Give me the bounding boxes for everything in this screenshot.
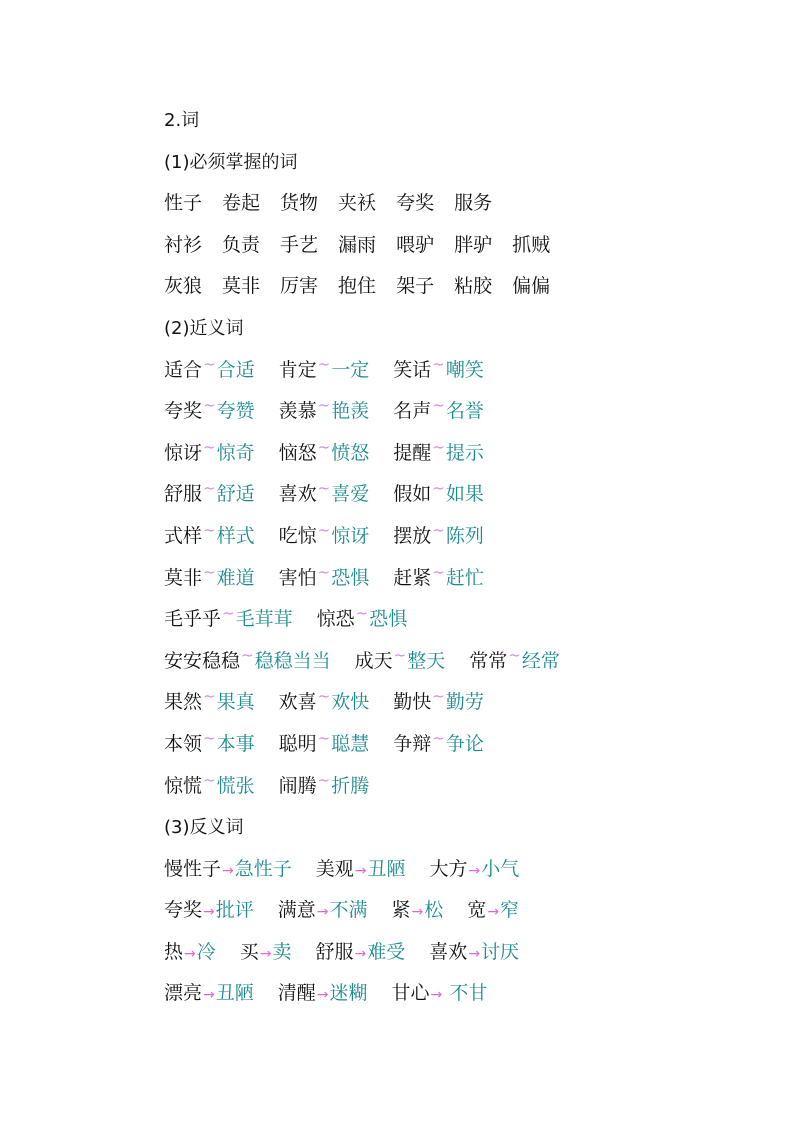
- word-item: 夸奖: [396, 192, 435, 215]
- word-answer: 样式: [216, 524, 255, 547]
- tilde-mark: ~: [432, 520, 445, 539]
- word-answer: 丑陋: [215, 982, 254, 1005]
- word-term: 甘心: [391, 982, 430, 1005]
- word-term: 慢性子: [164, 857, 222, 880]
- tilde-mark: ~: [317, 354, 331, 373]
- tilde-mark: ~: [432, 396, 445, 415]
- word-term: 夸奖: [164, 400, 203, 423]
- must-master-list: [164, 183, 764, 308]
- synonym-row: [164, 433, 764, 475]
- word-answer: 勤劳: [445, 691, 484, 714]
- word-answer: 慌张: [216, 774, 255, 797]
- word-term: 美观: [315, 857, 354, 880]
- tilde-mark: ~: [203, 479, 216, 498]
- arrow-icon: →: [354, 945, 367, 962]
- word-item: 卷起: [222, 192, 261, 215]
- word-term: 式样: [164, 524, 203, 547]
- arrow-icon: →: [468, 862, 481, 879]
- word-item: 粘胶: [454, 275, 493, 298]
- word-answer: 窄: [500, 899, 520, 922]
- word-answer: 如果: [445, 483, 484, 506]
- word-item: 衬衫: [164, 233, 203, 256]
- word-item: 漏雨: [338, 233, 377, 256]
- tilde-mark: ~: [432, 562, 445, 581]
- antonym-pair: [278, 973, 368, 1017]
- word-answer: 迷糊: [329, 982, 368, 1005]
- synonym-pair: [393, 516, 484, 559]
- word-term: 喜欢: [278, 483, 317, 506]
- word-item: 厉害: [280, 275, 319, 298]
- word-item: 负责: [222, 233, 261, 256]
- word-answer: 经常: [521, 649, 560, 672]
- word-item: 抱住: [338, 275, 377, 298]
- antonym-pair: [164, 890, 254, 934]
- tilde-mark: ~: [432, 437, 445, 456]
- word-term: 紧: [391, 899, 411, 922]
- synonym-pair: [164, 766, 255, 809]
- word-answer: 恐惧: [331, 566, 370, 589]
- tilde-mark: ~: [203, 354, 216, 373]
- synonym-pair: [164, 641, 331, 684]
- antonym-pair: [278, 890, 368, 934]
- word-answer: 不甘: [443, 982, 488, 1005]
- synonyms-heading: (2)近义词: [164, 317, 244, 339]
- synonym-pair: [164, 682, 255, 725]
- synonym-pair: [164, 724, 255, 767]
- arrow-icon: →: [203, 987, 215, 1004]
- word-term: 大方: [429, 857, 468, 880]
- antonym-pair: [392, 890, 444, 934]
- tilde-mark: ~: [317, 479, 331, 498]
- word-answer: 惊讶: [331, 524, 370, 547]
- tilde-mark: ~: [317, 728, 331, 747]
- word-answer: 一定: [331, 358, 370, 381]
- word-term: 欢喜: [278, 691, 317, 714]
- synonym-pair: [279, 516, 370, 559]
- word-item: 灰狼: [164, 275, 203, 298]
- tilde-mark: ~: [203, 437, 216, 456]
- word-term: 聪明: [278, 732, 317, 755]
- tilde-mark: ~: [203, 520, 216, 539]
- synonym-pair: [164, 350, 255, 393]
- word-item: 莫非: [222, 275, 261, 298]
- word-item: 性子: [164, 192, 203, 215]
- word-term: 闹腾: [278, 774, 317, 797]
- section-title: 2.词: [164, 110, 200, 131]
- synonyms-list: [164, 350, 764, 808]
- arrow-icon: →: [468, 945, 481, 962]
- word-term: 肯定: [278, 358, 317, 381]
- word-term: 惊讶: [164, 441, 203, 464]
- synonym-pair: [393, 724, 484, 767]
- antonym-pair: [316, 932, 406, 976]
- word-item: 架子: [396, 275, 435, 298]
- synonym-pair: [164, 516, 255, 559]
- synonym-row: [164, 766, 764, 808]
- antonym-pair: [429, 932, 519, 976]
- word-row: [164, 183, 764, 225]
- synonym-pair: [279, 433, 370, 476]
- word-answer: 整天: [407, 649, 446, 672]
- synonym-pair: [279, 682, 370, 725]
- synonym-pair: [164, 474, 255, 517]
- synonym-pair: [279, 474, 370, 517]
- word-answer: 小气: [481, 857, 520, 880]
- word-answer: 果真: [216, 691, 255, 714]
- word-term: 适合: [164, 358, 203, 381]
- word-term: 惊慌: [164, 774, 203, 797]
- arrow-icon: →: [222, 862, 234, 879]
- word-term: 吃惊: [278, 524, 317, 547]
- word-answer: 恐惧: [369, 608, 408, 631]
- antonym-pair: [164, 932, 216, 976]
- synonym-pair: [393, 433, 484, 476]
- word-row: [164, 266, 764, 308]
- synonym-pair: [279, 391, 370, 434]
- word-term: 假如: [393, 483, 432, 506]
- arrow-icon: →: [487, 904, 500, 921]
- synonym-row: [164, 350, 764, 392]
- antonyms-list: [164, 849, 764, 1015]
- word-answer: 聪慧: [331, 732, 370, 755]
- word-answer: 冷: [196, 940, 216, 963]
- word-answer: 不满: [329, 899, 368, 922]
- arrow-icon: →: [184, 945, 196, 962]
- word-answer: 名誉: [445, 400, 484, 423]
- antonym-row: [164, 849, 764, 891]
- word-term: 热: [164, 940, 184, 963]
- word-answer: 惊奇: [216, 441, 255, 464]
- antonym-pair: [240, 932, 292, 976]
- antonym-pair: [392, 973, 488, 1017]
- synonym-row: [164, 558, 764, 600]
- synonym-pair: [164, 599, 293, 642]
- synonym-pair: [393, 558, 484, 601]
- word-item: 抓贼: [512, 233, 551, 256]
- synonym-pair: [317, 599, 408, 642]
- arrow-icon: →: [430, 987, 443, 1004]
- word-answer: 嘲笑: [445, 358, 484, 381]
- word-answer: 提示: [445, 441, 484, 464]
- word-answer: 折腾: [331, 774, 370, 797]
- antonyms-heading: (3)反义词: [164, 817, 244, 839]
- word-answer: 陈列: [445, 524, 484, 547]
- synonym-pair: [279, 350, 370, 393]
- word-item: 偏偏: [512, 275, 551, 298]
- word-item: 胖驴: [454, 233, 493, 256]
- word-term: 毛乎乎: [164, 608, 222, 631]
- word-answer: 松: [424, 899, 444, 922]
- tilde-mark: ~: [317, 562, 331, 581]
- arrow-icon: →: [316, 904, 329, 921]
- word-answer: 急性子: [234, 857, 292, 880]
- antonym-pair: [430, 849, 520, 893]
- tilde-mark: ~: [203, 396, 216, 415]
- word-term: 清醒: [277, 982, 316, 1005]
- synonym-pair: [393, 391, 484, 434]
- word-term: 提醒: [393, 441, 432, 464]
- word-answer: 讨厌: [481, 940, 520, 963]
- word-term: 成天: [354, 649, 393, 672]
- antonym-row: [164, 890, 764, 932]
- synonym-pair: [164, 391, 255, 434]
- antonym-pair: [164, 973, 254, 1017]
- word-term: 满意: [277, 899, 316, 922]
- word-answer: 本事: [216, 732, 255, 755]
- synonym-pair: [279, 766, 370, 809]
- tilde-mark: ~: [432, 728, 445, 747]
- synonym-pair: [279, 724, 370, 767]
- word-term: 赶紧: [393, 566, 432, 589]
- antonym-row: [164, 973, 764, 1015]
- word-answer: 难受: [367, 940, 406, 963]
- word-answer: 难道: [216, 566, 255, 589]
- word-term: 本领: [164, 732, 203, 755]
- synonym-row: [164, 474, 764, 516]
- tilde-mark: ~: [203, 562, 216, 581]
- word-term: 争辩: [393, 732, 432, 755]
- synonym-pair: [355, 641, 446, 684]
- tilde-mark: ~: [317, 520, 331, 539]
- word-answer: 稳稳当当: [254, 649, 331, 672]
- tilde-mark: ~: [222, 604, 235, 623]
- word-term: 笑话: [393, 358, 432, 381]
- tilde-mark: ~: [241, 645, 254, 664]
- tilde-mark: ~: [317, 770, 331, 789]
- word-answer: 欢快: [331, 691, 370, 714]
- word-row: [164, 225, 764, 267]
- tilde-mark: ~: [432, 687, 445, 706]
- word-term: 名声: [393, 400, 432, 423]
- synonym-row: [164, 516, 764, 558]
- synonym-row: [164, 682, 764, 724]
- antonym-pair: [467, 890, 519, 934]
- word-answer: 批评: [215, 899, 254, 922]
- word-term: 安安稳稳: [164, 649, 241, 672]
- synonym-row: [164, 724, 764, 766]
- synonym-pair: [164, 433, 255, 476]
- word-answer: 卖: [272, 940, 292, 963]
- word-term: 宽: [467, 899, 487, 922]
- word-term: 惊恐: [316, 608, 355, 631]
- antonym-pair: [316, 849, 406, 893]
- word-item: 服务: [454, 192, 493, 215]
- content: [164, 100, 764, 1015]
- tilde-mark: ~: [203, 728, 216, 747]
- synonym-row: [164, 641, 764, 683]
- tilde-mark: ~: [317, 687, 331, 706]
- arrow-icon: →: [259, 945, 272, 962]
- arrow-icon: →: [316, 987, 329, 1004]
- synonym-pair: [393, 682, 484, 725]
- arrow-icon: →: [203, 904, 215, 921]
- word-term: 买: [239, 940, 259, 963]
- word-term: 果然: [164, 691, 203, 714]
- word-item: 夹袄: [338, 192, 377, 215]
- word-term: 喜欢: [429, 940, 468, 963]
- synonym-pair: [279, 558, 370, 601]
- tilde-mark: ~: [432, 479, 445, 498]
- word-term: 夸奖: [164, 899, 203, 922]
- tilde-mark: ~: [203, 687, 216, 706]
- synonym-pair: [469, 641, 560, 684]
- arrow-icon: →: [354, 862, 367, 879]
- word-item: 喂驴: [396, 233, 435, 256]
- word-answer: 赶忙: [445, 566, 484, 589]
- antonym-row: [164, 932, 764, 974]
- antonym-pair: [164, 849, 292, 893]
- word-answer: 夸赞: [216, 400, 255, 423]
- word-answer: 争论: [445, 732, 484, 755]
- must-master-heading: (1)必须掌握的词: [164, 151, 298, 173]
- synonym-pair: [393, 350, 484, 393]
- word-answer: 毛茸茸: [235, 608, 293, 631]
- word-item: 手艺: [280, 233, 319, 256]
- synonym-pair: [393, 474, 484, 517]
- tilde-mark: ~: [508, 645, 521, 664]
- word-answer: 艳羡: [331, 400, 370, 423]
- tilde-mark: ~: [355, 604, 369, 623]
- word-answer: 喜爱: [331, 483, 370, 506]
- word-answer: 丑陋: [367, 857, 406, 880]
- word-term: 漂亮: [164, 982, 203, 1005]
- word-term: 害怕: [278, 566, 317, 589]
- synonym-row: [164, 391, 764, 433]
- word-answer: 愤怒: [331, 441, 370, 464]
- tilde-mark: ~: [393, 645, 407, 664]
- tilde-mark: ~: [317, 437, 331, 456]
- word-answer: 合适: [216, 358, 255, 381]
- word-item: 货物: [280, 192, 319, 215]
- tilde-mark: ~: [432, 354, 445, 373]
- word-term: 摆放: [393, 524, 432, 547]
- synonym-pair: [164, 558, 255, 601]
- synonym-row: [164, 599, 764, 641]
- word-term: 羡慕: [278, 400, 317, 423]
- word-term: 常常: [469, 649, 508, 672]
- word-term: 舒服: [315, 940, 354, 963]
- word-term: 舒服: [164, 483, 203, 506]
- arrow-icon: →: [411, 904, 424, 921]
- tilde-mark: ~: [203, 770, 216, 789]
- tilde-mark: ~: [317, 396, 331, 415]
- word-answer: 舒适: [216, 483, 255, 506]
- word-term: 恼怒: [278, 441, 317, 464]
- word-term: 莫非: [164, 566, 203, 589]
- word-term: 勤快: [393, 691, 432, 714]
